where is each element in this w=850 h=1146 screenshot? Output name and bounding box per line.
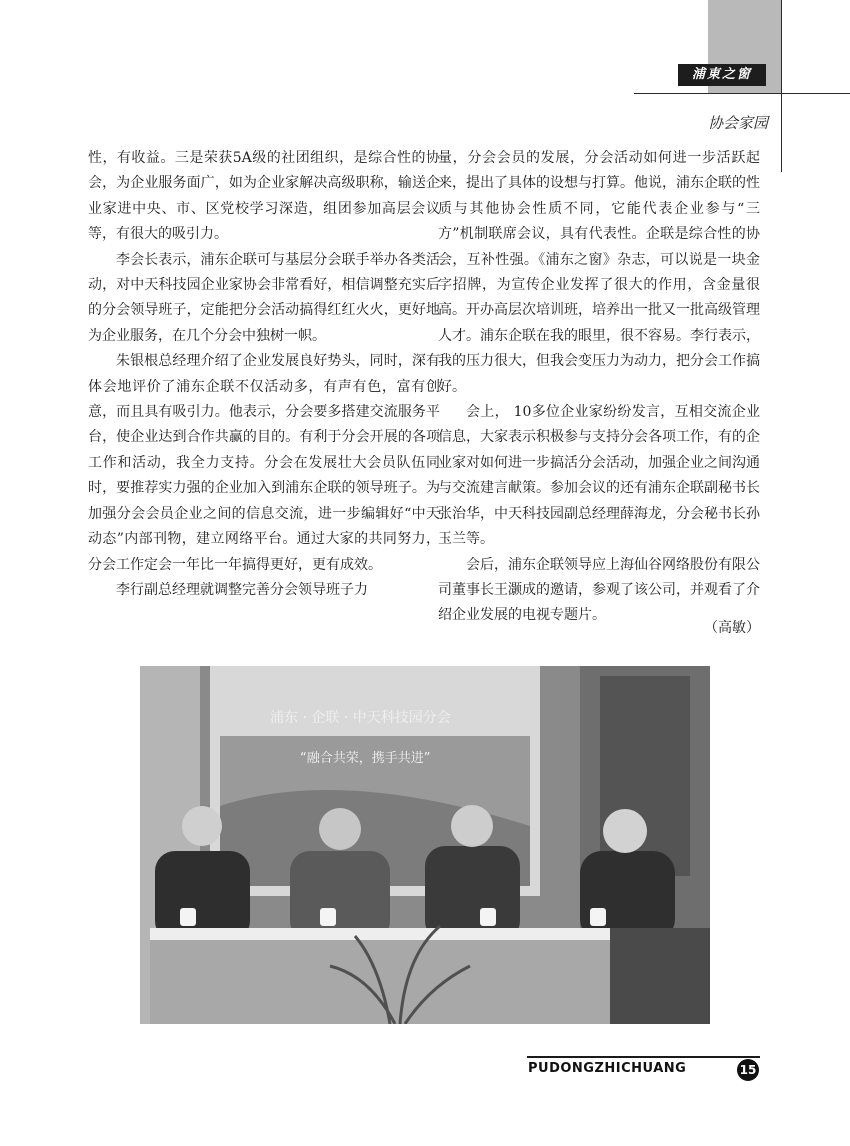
paragraph: 会后，浦东企联领导应上海仙谷网络股份有限公司董事长王灏成的邀请，参观了该公司，并观看了介绍企业发展的电视专题片。 [438, 556, 760, 624]
paragraph: 性，有收益。三是荣获5A级的社团组织，是综合性的协会，为企业服务面广，如为企业家解决高级职称，输送企业家进中央、市、区党校学习深造，组团参加高层会议等，有很大的吸引力。 [88, 150, 440, 243]
footer-rule [527, 1056, 760, 1058]
screen-title: 浦东 · 企联 · 中天科技园分会 [270, 710, 451, 726]
screen-slogan: “融合共荣，携手共进” [300, 751, 431, 766]
magazine-logo: 浦東之窗 [678, 64, 766, 86]
section-title: 协会家园 [707, 114, 768, 132]
page-number: 15 [737, 1059, 759, 1081]
article-right-column [438, 146, 760, 629]
article-author: （高敏） [704, 620, 760, 636]
paragraph: 李行副总经理就调整完善分会领导班子力 [116, 581, 368, 598]
paragraph: 会上， 10多位企业家纷纷发言，互相交流企业信息，大家表示积极参与支持分会各项工作，有的企业家对如何进一步搞活分会活动，加强企业之间沟通与交流建言献策。参加会议的还有浦东企联副秘书长张治华，中天科技园副总经理薛海龙，分会秘书长孙玉兰等。 [438, 404, 760, 548]
footer-brand: PUDONGZHICHUANG [528, 1061, 687, 1076]
header-rule [634, 93, 850, 94]
paragraph: 朱银根总经理介绍了企业发展良好势头，同时，深有体会地评价了浦东企联不仅活动多，有声有色，富有创意，而且具有吸引力。他表示，分会要多搭建交流服务平台，使企业达到合作共赢的目的。有利于分会开展的各项工作和活动，我全力支持。分会在发展壮大会员队伍同时，要推荐实力强的企业加入到浦东企联的领导班子。为加强分会会员企业之间的信息交流，进一步编辑好“中天动态”内部刊物，建立网络平台。通过大家的共同努力，分会工作定会一年比一年搞得更好，更有成效。 [88, 353, 440, 573]
paragraph: 量，分会会员的发展，分会活动如何进一步活跃起来，提出了具体的设想与打算。他说，浦东企联的性质与其他协会性质不同，它能代表企业参与“三方”机制联席会议，具有代表性。企联是综合性的协会，互补性强。《浦东之窗》杂志，可以说是一块金字招牌，为宣传企业发挥了很大的作用，含金量很高。开办高层次培训班，培养出一批又一批高级管理人才。浦东企联在我的眼里，很不容易。李行表示，我的压力很大，但我会变压力为动力，把分会工作搞好。 [438, 150, 760, 395]
meeting-photo-image [140, 666, 710, 1024]
paragraph: 李会长表示，浦东企联可与基层分会联手举办各类活动，对中天科技园企业家协会非常看好，相信调整充实后的分会领导班子，定能把分会活动搞得红红火火，更好地为企业服务，在几个分会中独树一帜。 [88, 251, 440, 344]
vertical-rule [781, 0, 782, 172]
article-left-column [88, 146, 440, 603]
meeting-photo [140, 666, 710, 1024]
